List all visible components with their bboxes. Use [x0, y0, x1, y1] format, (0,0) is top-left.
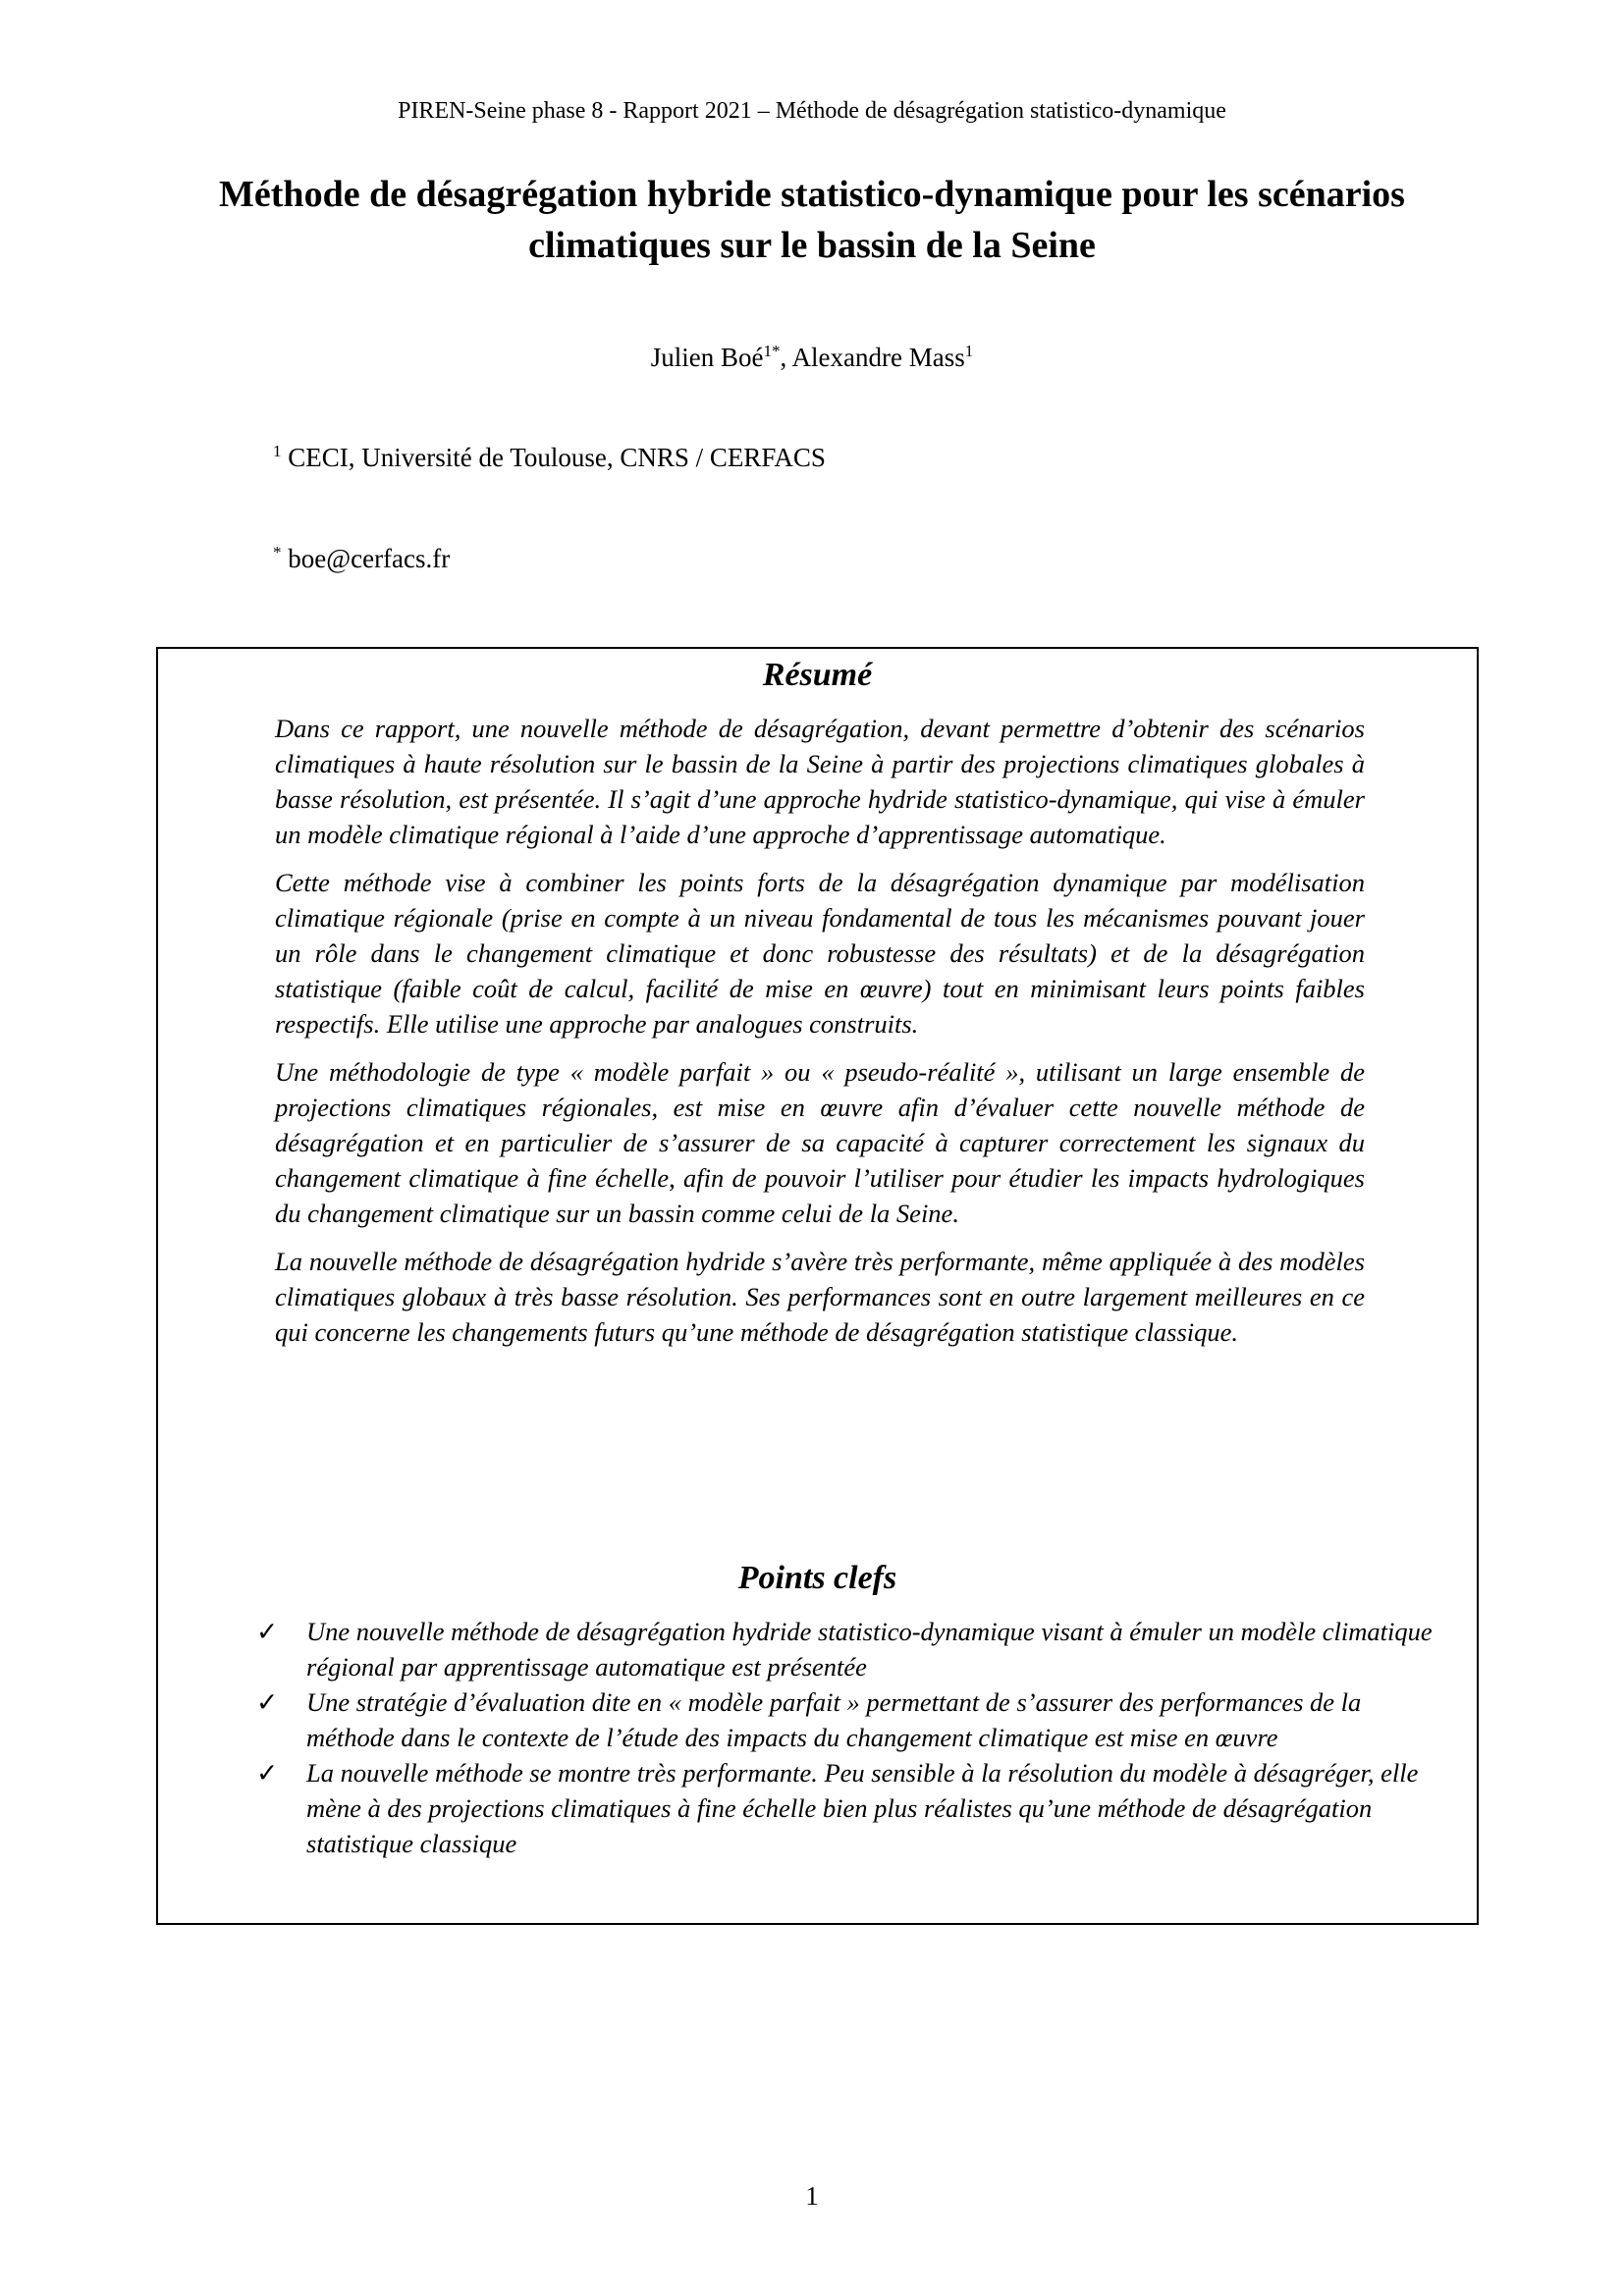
authors [0, 342, 1624, 373]
resume-heading: Résumé [762, 657, 873, 693]
key-point [256, 1614, 1435, 1684]
check-icon: ✓ [256, 1617, 279, 1646]
resume-paragraph: Cette méthode vise à combiner les points forts de la désagrégation dynamique par modélisation climatique régionale (prise en compte à un niveau fondamental de tous les mécanismes pouvant jouer un rôle dans le changement climatique et donc robustesse des résultats) et de la désagrégation statistique (faible coût de calcul, facilité de mise en œuvre) tout en minimisant leurs points faibles respectifs. Elle utilise une approche par analogues construits. [275, 868, 1365, 1039]
author-1-sup: 1* [763, 342, 781, 360]
page-number: 1 [805, 2181, 819, 2211]
abstract-box [156, 647, 1479, 1925]
key-point-text: Une nouvelle méthode de désagrégation hydride statistico-dynamique visant à émuler un modèle climatique régional par apprentissage automatique est présentée [306, 1617, 1433, 1682]
key-point-text: Une stratégie d’évaluation dite en « modèle parfait » permettant de s’assurer des performances de la méthode dans le contexte de l’étude des impacts du changement climatique est mise en œuvre [306, 1687, 1362, 1752]
email [273, 543, 450, 574]
key-point-text: La nouvelle méthode se montre très performante. Peu sensible à la résolution du modèle à désagréger, elle mène à des projections climatiques à fine échelle bien plus réalistes qu’une méthode de désagrégation statistique classique [306, 1758, 1419, 1858]
key-point [256, 1684, 1435, 1755]
resume-paragraph: Dans ce rapport, une nouvelle méthode de désagrégation, devant permettre d’obtenir des scénarios climatiques à haute résolution sur le bassin de la Seine à partir des projections climatiques globales à basse résolution, est présentée. Il s’agit d’une approche hydride statistico-dynamique, qui vise à émuler un modèle climatique régional à l’aide d’une approche d’apprentissage automatique. [275, 714, 1365, 849]
resume-paragraph: La nouvelle méthode de désagrégation hydride s’avère très performante, même appliquée à des modèles climatiques globaux à très basse résolution. Ses performances sont en outre largement meilleures en ce qui concerne les changements futurs qu’une méthode de désagrégation statistique classique. [275, 1247, 1365, 1347]
author-sep: , [780, 343, 792, 372]
email-sup: * [273, 543, 282, 561]
author-1: Julien Boé [650, 343, 764, 372]
key-points-heading: Points clefs [737, 1560, 897, 1596]
author-2: Alexandre Mass [791, 343, 965, 372]
affiliation [273, 442, 826, 473]
email-text[interactable]: boe@cerfacs.fr [281, 544, 451, 573]
check-icon: ✓ [256, 1687, 279, 1717]
affiliation-text: CECI, Université de Toulouse, CNRS / CERFACS [281, 443, 826, 472]
key-point [256, 1755, 1435, 1861]
check-icon: ✓ [256, 1758, 279, 1788]
resume-paragraph: Une méthodologie de type « modèle parfait » ou « pseudo-réalité », utilisant un large ensemble de projections climatiques régionales, est mise en œuvre afin d’évaluer cette nouvelle méthode de désagrégation et en particulier de s’assurer de sa capacité à capturer correctement les signaux du changement climatique à fine échelle, afin de pouvoir l’utiliser pour étudier les impacts hydrologiques du changement climatique sur un bassin comme celui de la Seine. [275, 1057, 1365, 1228]
paper-title: Méthode de désagrégation hybride statistico-dynamique pour les scénarios climatiques sur le bassin de la Seine [219, 174, 1405, 266]
resume-body [275, 711, 1365, 1362]
author-2-sup: 1 [964, 342, 974, 360]
key-points-list [256, 1614, 1435, 1861]
running-header: PIREN-Seine phase 8 - Rapport 2021 – Méthode de désagrégation statistico-dynamique [398, 98, 1226, 124]
affiliation-sup: 1 [273, 442, 282, 460]
